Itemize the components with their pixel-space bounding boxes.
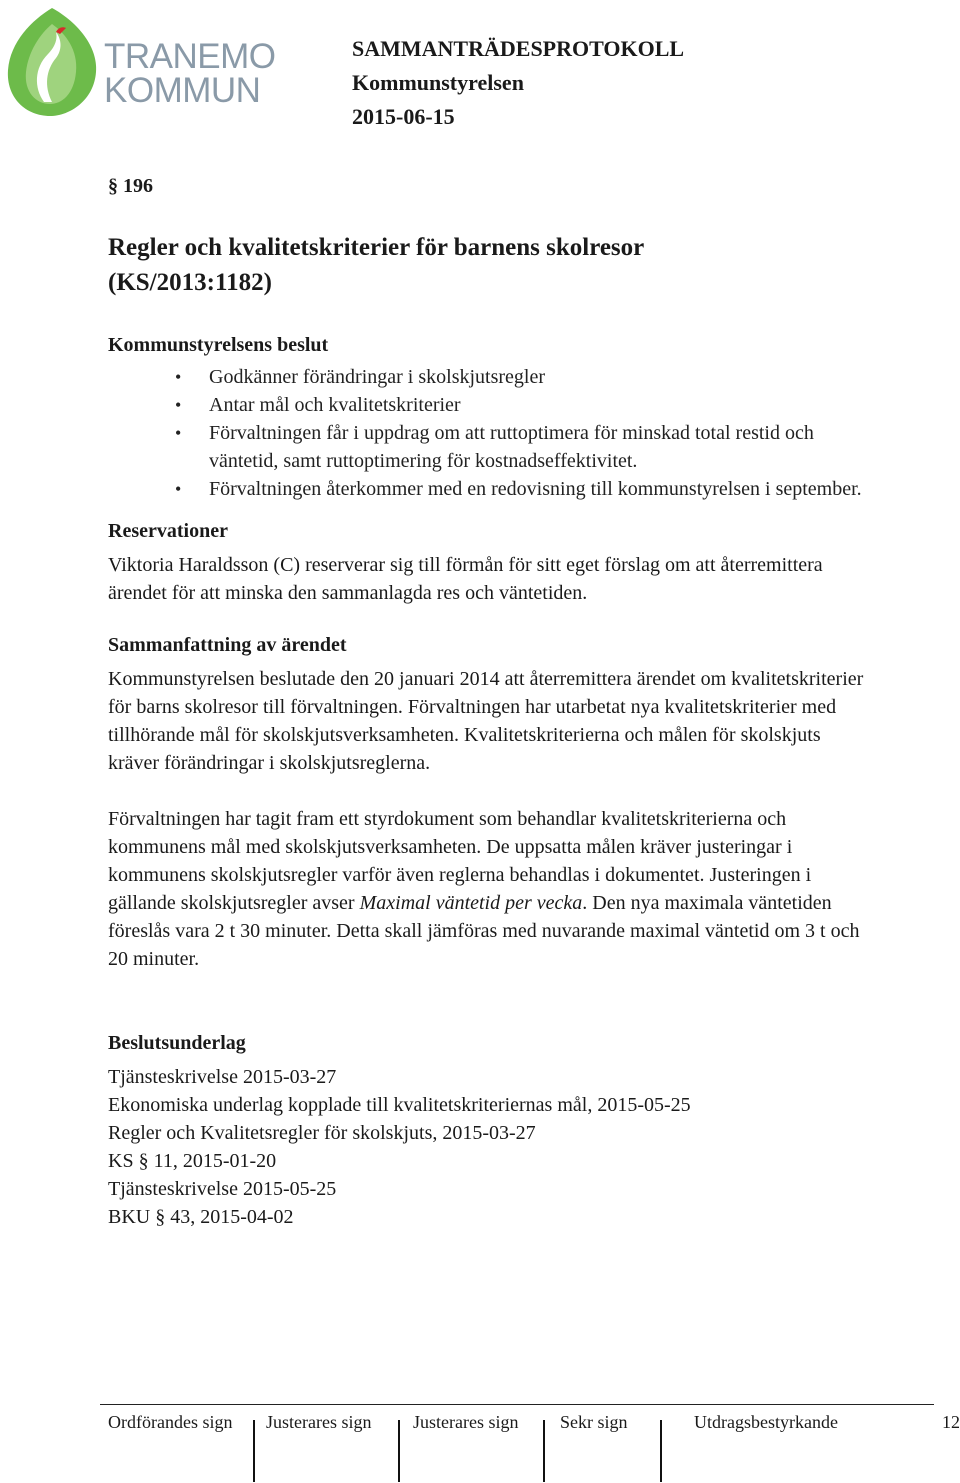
list-item: KS § 11, 2015-01-20 (108, 1150, 277, 1172)
paragraph-number: § 196 (108, 175, 153, 197)
list-item: Tjänsteskrivelse 2015-03-27 (108, 1066, 337, 1088)
beslut-heading: Kommunstyrelsens beslut (108, 334, 329, 356)
document-type: SAMMANTRÄDESPROTOKOLL (352, 36, 685, 61)
footer-utdragsbestyrkande: Utdragsbestyrkande (694, 1412, 838, 1432)
signature-divider (253, 1420, 255, 1482)
footer-justerare-sign-2: Justerares sign (413, 1412, 519, 1432)
sammanfattning-paragraph-2: Förvaltningen har tagit fram ett styrdokument som behandlar kvalitetskriterierna och kommunens mål med skolskjutsverksamheten. De uppsatta målen kräver justeringar i kommunens skolskjutsregler varför även reglerna behandlas i dokumentet. Justeringen i gällande skolskjutsregler avser Maximal väntetid per vecka. Den nya maximala väntetiden föreslås vara 2 t 30 minuter. Detta skall jämföras med nuvarande maximal väntetid om 3 t och 20 minuter. (108, 808, 860, 970)
list-item: Ekonomiska underlag kopplade till kvalitetskriteriernas mål, 2015-05-25 (108, 1094, 691, 1116)
list-item: • Antar mål och kvalitetskriterier (209, 391, 868, 419)
sammanfattning-paragraph-1: Kommunstyrelsen beslutade den 20 januari 2014 att återremittera ärendet om kvalitetskriterier för barns skolresor till förvaltningen. Förvaltningen har utarbetat nya kvalitetskriterier med tillhörande mål för skolskjutsverksamheten. Kvalitetskriterierna och målen för skolskjuts kräver förändringar i skolskjutsreglerna. (108, 668, 864, 774)
committee-name: Kommunstyrelsen (352, 70, 524, 95)
beslutsunderlag-heading: Beslutsunderlag (108, 1032, 246, 1054)
document-header (352, 32, 684, 134)
page-title: Regler och kvalitetskriterier för barnens skolresor (KS/2013:1182) (108, 234, 645, 296)
sammanfattning-heading: Sammanfattning av ärendet (108, 634, 347, 656)
meeting-date: 2015-06-15 (352, 104, 455, 129)
signature-divider (660, 1420, 662, 1482)
reservationer-heading: Reservationer (108, 520, 228, 542)
footer-divider (100, 1404, 934, 1405)
signature-divider (398, 1420, 400, 1482)
list-item: • Förvaltningen får i uppdrag om att ruttoptimera för minskad total restid och väntetid, samt ruttoptimering för kostnadseffektivitet. (209, 419, 868, 475)
beslutsunderlag-list (108, 1063, 868, 1231)
footer-ordforande-sign: Ordförandes sign (108, 1412, 233, 1432)
signature-divider (543, 1420, 545, 1482)
list-item: Regler och Kvalitetsregler för skolskjuts, 2015-03-27 (108, 1122, 536, 1144)
crane-emblem-icon (4, 6, 100, 118)
tranemo-kommun-logo (4, 6, 276, 118)
footer-justerare-sign-1: Justerares sign (266, 1412, 372, 1432)
beslut-list (108, 363, 868, 503)
list-item: • Förvaltningen återkommer med en redovisning till kommunstyrelsen i september. (209, 475, 868, 503)
logo-text: TRANEMO KOMMUN (104, 37, 276, 110)
document-body (108, 172, 868, 1231)
page-number: 12 (942, 1412, 960, 1432)
footer-sekr-sign: Sekr sign (560, 1412, 628, 1432)
list-item: BKU § 43, 2015-04-02 (108, 1206, 294, 1228)
list-item: Tjänsteskrivelse 2015-05-25 (108, 1178, 337, 1200)
list-item: • Godkänner förändringar i skolskjutsregler (209, 363, 868, 391)
reservationer-text: Viktoria Haraldsson (C) reserverar sig till förmån för sitt eget förslag om att återremittera ärendet för att minska den sammanlagda res och väntetiden. (108, 554, 823, 604)
italic-term: Maximal väntetid per vecka (359, 892, 583, 914)
